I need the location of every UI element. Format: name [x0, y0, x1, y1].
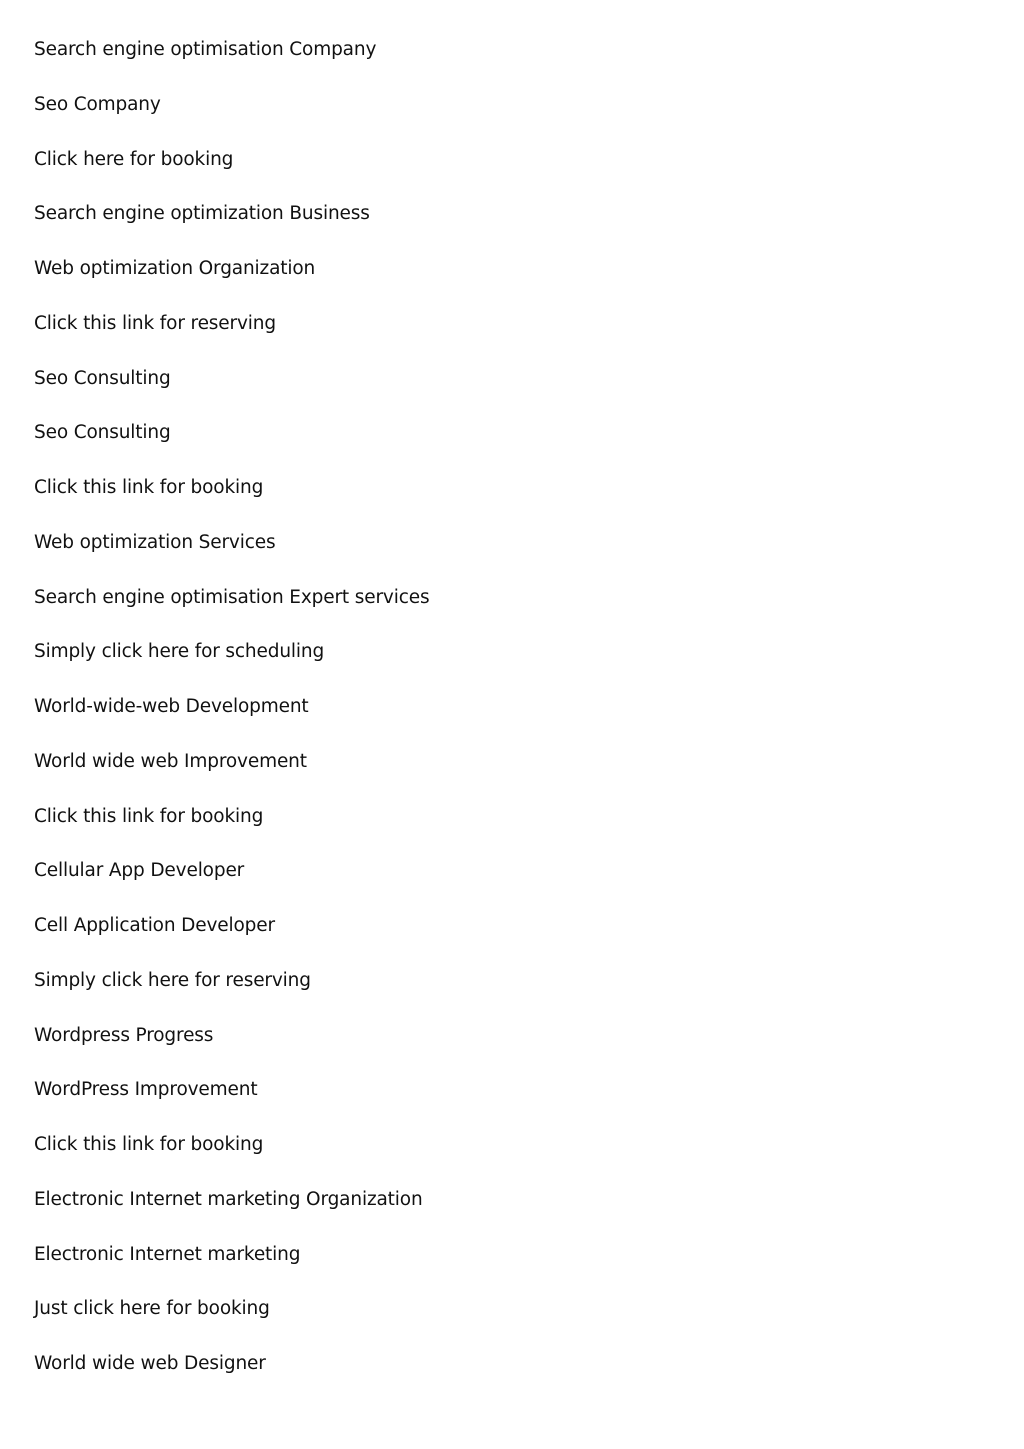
list-item	[34, 311, 984, 366]
link-booking-1[interactable]: Click here for booking	[34, 148, 234, 170]
list-item	[34, 858, 984, 913]
list-item	[34, 1242, 984, 1297]
list-item	[34, 530, 984, 585]
link-web-improvement[interactable]: World wide web Improvement	[34, 750, 307, 772]
link-web-development[interactable]: World-wide-web Development	[34, 696, 309, 717]
link-booking-3[interactable]: Click this link for booking	[34, 805, 264, 827]
list-item	[34, 1187, 984, 1242]
link-seo-company[interactable]: Seo Company	[34, 93, 161, 115]
link-cellular-app-developer[interactable]: Cellular App Developer	[34, 860, 245, 882]
list-item	[34, 585, 984, 640]
link-booking-4[interactable]: Click this link for booking	[34, 1134, 264, 1155]
list-item	[34, 475, 984, 530]
link-seo-expert-services[interactable]: Search engine optimisation Expert services	[34, 586, 430, 608]
list-item	[34, 1132, 984, 1187]
list-item	[34, 804, 984, 859]
link-booking-2[interactable]: Click this link for booking	[34, 477, 264, 498]
list-item	[34, 968, 984, 1023]
list-item	[34, 639, 984, 694]
link-wordpress-improvement[interactable]: WordPress Improvement	[34, 1079, 258, 1101]
link-seo-consulting-2[interactable]: Seo Consulting	[34, 422, 171, 444]
link-seo-business[interactable]: Search engine optimization Business	[34, 203, 370, 225]
link-list	[34, 37, 984, 1406]
list-item	[34, 1351, 984, 1406]
link-web-designer[interactable]: World wide web Designer	[34, 1353, 266, 1374]
list-item	[34, 913, 984, 968]
link-web-optimization-services[interactable]: Web optimization Services	[34, 531, 276, 553]
link-booking-5[interactable]: Just click here for booking	[34, 1298, 270, 1320]
link-electronic-marketing-organization[interactable]: Electronic Internet marketing Organization	[34, 1188, 423, 1210]
list-item	[34, 256, 984, 311]
list-item	[34, 37, 984, 92]
list-item	[34, 1023, 984, 1078]
list-item	[34, 366, 984, 421]
link-electronic-marketing[interactable]: Electronic Internet marketing	[34, 1243, 301, 1265]
list-item	[34, 92, 984, 147]
link-reserving-1[interactable]: Click this link for reserving	[34, 312, 276, 334]
list-item	[34, 1077, 984, 1132]
link-wordpress-progress[interactable]: Wordpress Progress	[34, 1024, 214, 1046]
list-item	[34, 420, 984, 475]
link-seo-company-optimisation[interactable]: Search engine optimisation Company	[34, 39, 377, 60]
list-item	[34, 147, 984, 202]
link-web-optimization-organization[interactable]: Web optimization Organization	[34, 258, 316, 279]
list-item	[34, 694, 984, 749]
link-cell-application-developer[interactable]: Cell Application Developer	[34, 915, 275, 936]
list-item	[34, 1296, 984, 1351]
link-reserving-2[interactable]: Simply click here for reserving	[34, 969, 311, 991]
list-item	[34, 201, 984, 256]
link-seo-consulting-1[interactable]: Seo Consulting	[34, 367, 171, 389]
list-item	[34, 749, 984, 804]
link-scheduling[interactable]: Simply click here for scheduling	[34, 641, 325, 663]
